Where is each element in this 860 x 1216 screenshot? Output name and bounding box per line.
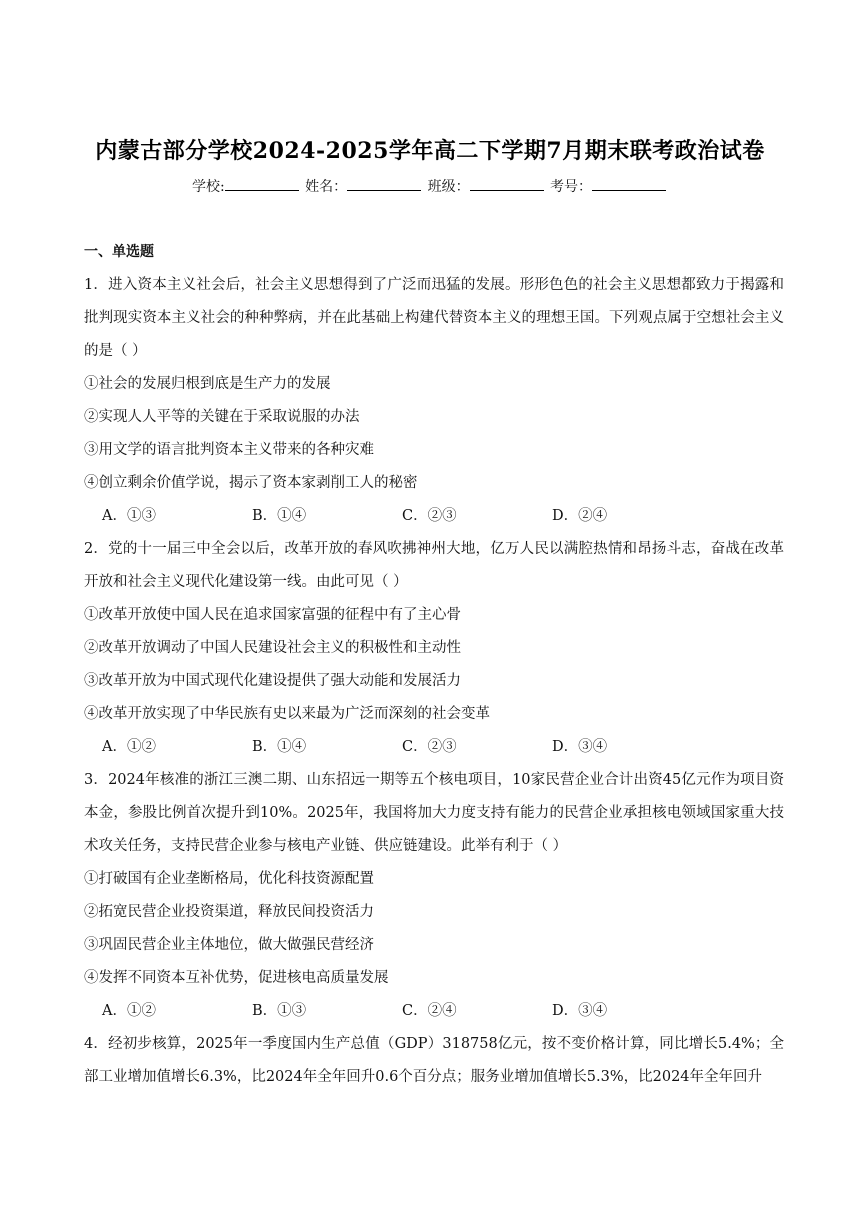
question-stem: 2．党的十一届三中全会以后，改革开放的春风吹拂神州大地，亿万人民以满腔热情和昂扬斗志，奋战在改革开放和社会主义现代化建设第一线。由此可见（ ）	[84, 541, 784, 590]
name-label: 姓名：	[305, 179, 348, 195]
exam-title: 内蒙古部分学校2024-2025学年高二下学期7月期末联考政治试卷	[95, 138, 765, 164]
statement-option: ③用文学的语言批判资本主义带来的各种灾难	[84, 442, 374, 458]
answer-choices	[84, 500, 784, 533]
choice-b[interactable]: B．①④	[252, 508, 307, 524]
question-4	[84, 1028, 784, 1094]
name-blank[interactable]	[347, 178, 421, 191]
choice-a[interactable]: A．①③	[102, 508, 156, 524]
question-stem: 3．2024年核准的浙江三澳二期、山东招远一期等五个核电项目，10家民营企业合计出资45亿元作为项目资本金，参股比例首次提升到10%。2025年，我国将加大力度支持有能力的民营企业承担核电领域国家重大技术攻关任务，支持民营企业参与核电产业链、供应链建设。此举有利于（ ）	[84, 772, 784, 854]
statement-option: ②拓宽民营企业投资渠道，释放民间投资活力	[84, 904, 374, 920]
section-title: 一、单选题	[84, 244, 154, 260]
question-stem: 1．进入资本主义社会后，社会主义思想得到了广泛而迅猛的发展。形形色色的社会主义思想都致力于揭露和批判现实资本主义社会的种种弊病，并在此基础上构建代替资本主义的理想王国。下列观点属于空想社会主义的是（ ）	[84, 277, 784, 359]
choice-c[interactable]: C．②③	[402, 508, 457, 524]
question-1	[84, 269, 784, 533]
statement-option: ②实现人人平等的关键在于采取说服的办法	[84, 409, 360, 425]
statement-option: ④改革开放实现了中华民族有史以来最为广泛而深刻的社会变革	[84, 706, 490, 722]
statement-option: ①改革开放使中国人民在追求国家富强的征程中有了主心骨	[84, 607, 461, 623]
exam-content	[84, 241, 784, 1094]
choice-d[interactable]: D．②④	[552, 508, 608, 524]
choice-b[interactable]: B．①③	[252, 1003, 307, 1019]
statement-option: ①社会的发展归根到底是生产力的发展	[84, 376, 331, 392]
statement-option: ②改革开放调动了中国人民建设社会主义的积极性和主动性	[84, 640, 461, 656]
exam-number-blank[interactable]	[592, 178, 666, 191]
school-blank[interactable]	[225, 178, 299, 191]
choice-d[interactable]: D．③④	[552, 1003, 608, 1019]
choice-c[interactable]: C．②④	[402, 1003, 457, 1019]
question-stem: 4．经初步核算，2025年一季度国内生产总值（GDP）318758亿元，按不变价格计算，同比增长5.4%；全部工业增加值增长6.3%，比2024年全年回升0.6个百分点；服务业增加值增长5.3%，比2024年全年回升	[84, 1036, 784, 1085]
statement-option: ③改革开放为中国式现代化建设提供了强大动能和发展活力	[84, 673, 461, 689]
statement-option: ④发挥不同资本互补优势，促进核电高质量发展	[84, 970, 389, 986]
choice-d[interactable]: D．③④	[552, 739, 608, 755]
question-2	[84, 533, 784, 764]
exam-number-label: 考号：	[550, 179, 593, 195]
class-label: 班级：	[427, 179, 470, 195]
statement-option: ④创立剩余价值学说，揭示了资本家剥削工人的秘密	[84, 475, 418, 491]
choice-c[interactable]: C．②③	[402, 739, 457, 755]
statement-option: ③巩固民营企业主体地位，做大做强民营经济	[84, 937, 374, 953]
choice-a[interactable]: A．①②	[102, 1003, 156, 1019]
choice-a[interactable]: A．①②	[102, 739, 156, 755]
class-blank[interactable]	[470, 178, 544, 191]
answer-choices	[84, 731, 784, 764]
question-3	[84, 764, 784, 1028]
school-label: 学校:	[191, 179, 225, 195]
choice-b[interactable]: B．①④	[252, 739, 307, 755]
statement-option: ①打破国有企业垄断格局，优化科技资源配置	[84, 871, 374, 887]
answer-choices	[84, 995, 784, 1028]
student-info-line	[0, 176, 860, 196]
